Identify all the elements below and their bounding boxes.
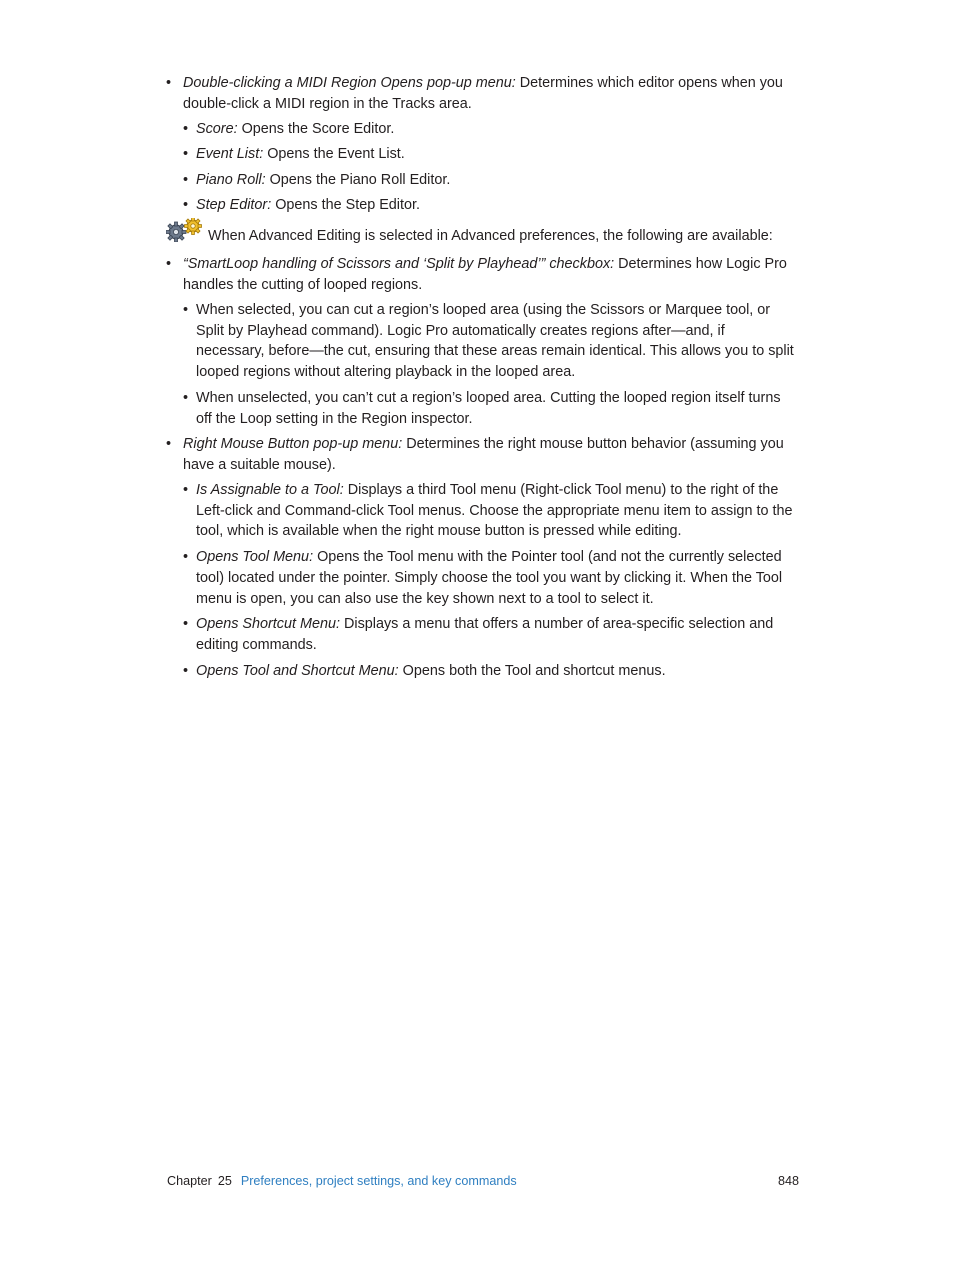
- sub-list-item: [166, 144, 796, 165]
- page-footer: [167, 1172, 799, 1192]
- advanced-note: [166, 226, 796, 248]
- sub-list-item: [166, 300, 796, 383]
- item-term: Opens Tool Menu:: [196, 548, 314, 565]
- item-text: Determines the right mouse button behavior (assuming you have a suitable mouse).: [183, 436, 784, 473]
- note-text: When Advanced Editing is selected in Advanced preferences, the following are available:: [208, 228, 773, 245]
- bullet: •: [183, 120, 189, 137]
- item-text: Determines how Logic Pro handles the cutting of looped regions.: [183, 256, 787, 293]
- item-text: Opens both the Tool and shortcut menus.: [398, 662, 666, 679]
- advanced-gears-icon: [166, 218, 204, 242]
- item-text: Determines which editor opens when you double-click a MIDI region in the Tracks area.: [183, 75, 783, 112]
- item-text: Displays a menu that offers a number of area-specific selection and editing commands.: [196, 616, 774, 653]
- item-term: Is Assignable to a Tool:: [196, 481, 344, 498]
- sub-list-item: [166, 170, 796, 191]
- list-item: [166, 254, 796, 296]
- item-term: Right Mouse Button pop-up menu:: [183, 436, 403, 453]
- item-text: Opens the Piano Roll Editor.: [265, 171, 451, 188]
- item-term: “SmartLoop handling of Scissors and ‘Split by Playhead’” checkbox:: [183, 256, 615, 273]
- item-text: Opens the Score Editor.: [237, 120, 395, 137]
- bullet: •: [166, 436, 172, 453]
- item-term: Step Editor:: [196, 197, 272, 214]
- bullet: •: [183, 146, 189, 163]
- sub-list-item: [166, 388, 796, 430]
- chapter-title-link[interactable]: Preferences, project settings, and key commands: [240, 1174, 517, 1188]
- chapter-label: [167, 1172, 517, 1190]
- sub-list-item: [166, 195, 796, 216]
- item-term: Piano Roll:: [196, 171, 266, 188]
- list-item: [166, 434, 796, 476]
- bullet: •: [166, 256, 172, 273]
- bullet: •: [183, 171, 189, 188]
- item-text: When unselected, you can’t cut a region’s looped area. Cutting the looped region itself turns off the Loop setting in the Region inspector.: [196, 389, 781, 427]
- bullet: •: [183, 662, 189, 679]
- chapter-word: Chapter: [167, 1174, 212, 1188]
- item-text: Opens the Event List.: [263, 146, 405, 163]
- item-term: Double-clicking a MIDI Region Opens pop-up menu:: [183, 75, 516, 91]
- sub-list-item: [166, 614, 796, 656]
- bullet: •: [183, 197, 189, 214]
- item-term: Opens Shortcut Menu:: [196, 616, 340, 633]
- bullet: •: [183, 548, 189, 565]
- bullet: •: [183, 481, 189, 498]
- item-text: Opens the Step Editor.: [271, 197, 420, 214]
- item-term: Opens Tool and Shortcut Menu:: [196, 662, 399, 679]
- sub-list-item: [166, 661, 796, 682]
- item-text: When selected, you can cut a region’s looped area (using the Scissors or Marquee tool, or Split by Playhead command). Logic Pro automatically creates regions after—and, if necessary, before—the cut, ensuring that these areas remain identical. This allows you to split looped regions without altering playback in the looped area.: [196, 301, 794, 381]
- page-body: [166, 73, 796, 686]
- item-text: Displays a third Tool menu (Right-click Tool menu) to the right of the Left-click and Command-click Tool menus. Choose the appropriate menu item to assign to the tool, which is available when the right mouse button is pressed while editing.: [196, 481, 793, 540]
- bullet: •: [183, 301, 189, 318]
- bullet: •: [183, 389, 189, 406]
- page-number: 848: [777, 1174, 799, 1188]
- bullet: •: [166, 75, 172, 91]
- item-term: Score:: [196, 120, 238, 137]
- sub-list-item: [166, 480, 796, 542]
- list-item: [166, 73, 796, 115]
- item-text: Opens the Tool menu with the Pointer tool (and not the currently selected tool) located under the pointer. Simply choose the tool you want by clicking it. When the Tool menu is open, you can also use the key shown next to a tool to select it.: [196, 548, 783, 607]
- chapter-number: 25: [217, 1174, 232, 1188]
- item-term: Event List:: [196, 146, 264, 163]
- sub-list-item: [166, 547, 796, 609]
- bullet: •: [183, 616, 189, 633]
- sub-list-item: [166, 119, 796, 140]
